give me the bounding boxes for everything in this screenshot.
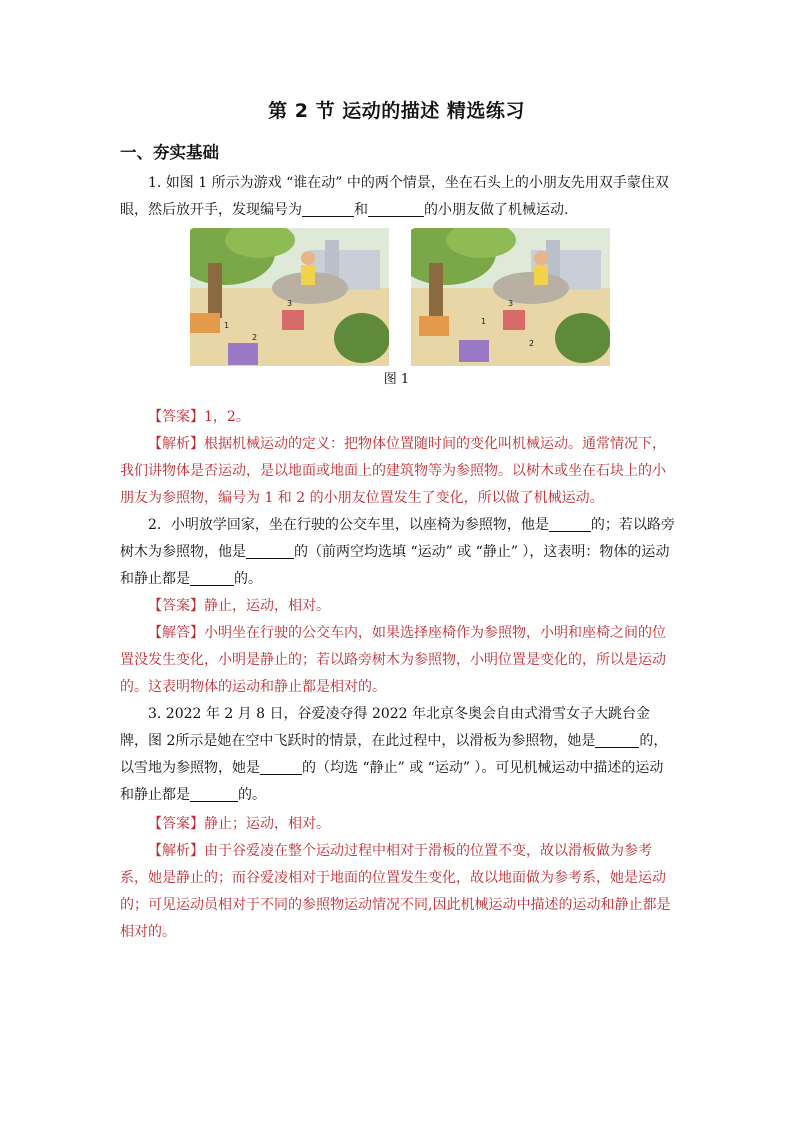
q2-text: 的。 [234, 571, 262, 587]
analysis-tag: 【解析】 [148, 436, 204, 452]
q1-line1: 1. 如图 1 所示为游戏 “谁在动” 中的两个情景，坐在石头上的小朋友先用双手蒙住双 [148, 175, 669, 191]
q3-analysis [120, 838, 676, 946]
figure-1-scene-a [190, 228, 389, 366]
q2-blank-3[interactable] [190, 569, 234, 586]
figure-label-2: 2 [252, 333, 258, 342]
q3-blank-3[interactable] [190, 785, 238, 802]
q2-blank-2[interactable] [246, 542, 294, 559]
q1-analysis [120, 431, 676, 512]
q2-analysis [120, 620, 676, 701]
q3-text: 的（均选 “静止” 或 “运动” ）。可见机械运动中描述的运动和静止都 [120, 760, 664, 803]
q3-blank-2[interactable] [260, 758, 302, 775]
figure-1-caption: 图 1 [383, 372, 410, 387]
q1-blank-2[interactable] [368, 200, 424, 217]
q3-text: 3. 2022 年 2 月 8 日，谷爱凌夺得 2022 年北京冬奥会自由式滑雪女子大跳台金牌，图 2 [120, 706, 651, 749]
q3-text: 的。 [238, 787, 266, 803]
analysis-text: 由于谷爱凌在整个运动过程中相对于滑板的位置不变，故以滑板做为参考系，她是静止的；而谷爱凌相对于地面的位置发生变化，故以地面做为参考系，她是运动的；可见运动员相对于不同的参照物运动情况不同,因此机械运动中描述的运动和静止都是相对的。 [120, 843, 671, 940]
q2-text: 的（前两空均选填 “运动” 或 “静止” ），这表明：物体的运 [294, 544, 656, 560]
q3-text: 参照物，她是 [176, 760, 260, 776]
q1-answer [120, 404, 676, 431]
q2-answer [120, 593, 676, 620]
figure-1-scene-b [411, 228, 610, 366]
q1-text: 的小朋友做了机械运动. [424, 202, 569, 218]
figure-label-3: 3 [287, 299, 293, 308]
analysis-text: 小明坐在行驶的公交车内，如果选择座椅作为参照物，小明和座椅之间的位置没发生变化，小明是静止的；若以路旁树木为参照物，小明位置是变化的，所以是运动的。这表明物体的运动和静止都是相对的。 [120, 625, 666, 695]
q1-text: 眼，然后放开手，发现编号为 [120, 202, 302, 218]
q2-text: 动和静止都是 [120, 544, 670, 587]
question-1-line2 [120, 197, 676, 224]
answer-text: 静止；运动，相对。 [204, 816, 330, 832]
answer-tag: 【答案】 [148, 598, 204, 614]
q1-blank-1[interactable] [302, 200, 354, 217]
question-1 [120, 170, 676, 197]
q2-text: 的；若以路旁 [590, 517, 675, 533]
q3-text: 所示是她在空中飞跃时的情景，在此过程中，以滑板为参照物，她是 [175, 733, 596, 749]
q3-answer [120, 811, 676, 838]
answer-tag: 【答案】 [148, 409, 204, 425]
q2-text: 2．小明放学回家，坐在行驶的公交车里，以座椅为参照物，他是 [148, 517, 549, 533]
q2-blank-1[interactable] [549, 515, 591, 532]
answer-text: 1，2。 [204, 409, 250, 425]
figure-label-3: 3 [508, 299, 514, 308]
q3-text: 是 [176, 787, 190, 803]
q1-text: 和 [354, 202, 368, 218]
page-title: 第 2 节 运动的描述 精选练习 [268, 100, 525, 122]
figure-label-2: 2 [529, 339, 535, 348]
answer-tag: 【答案】 [148, 816, 204, 832]
analysis-text: 根据机械运动的定义：把物体位置随时间的变化叫机械运动。通常情况下，我们讲物体是否运动，是以地面或地面上的建筑物等为参照物。以树木或坐在石块上的小朋友为参照物，编号为 1 和 2 的小朋友位置发生了变化，所以做了机械运动。 [120, 436, 666, 506]
analysis-tag: 【解析】 [148, 843, 204, 859]
figure-1 [190, 228, 610, 366]
question-2 [120, 512, 676, 593]
question-3 [120, 701, 676, 809]
section-heading: 一、夯实基础 [120, 143, 219, 162]
figure-label-1: 1 [224, 321, 230, 330]
analysis-tag: 【解答】 [148, 625, 204, 641]
q3-blank-1[interactable] [595, 731, 639, 748]
figure-label-1: 1 [481, 317, 487, 326]
answer-text: 静止，运动，相对。 [204, 598, 330, 614]
q3-text: 的，以雪地为 [120, 733, 668, 776]
q2-text: 树木为参照物，他是 [120, 544, 246, 560]
